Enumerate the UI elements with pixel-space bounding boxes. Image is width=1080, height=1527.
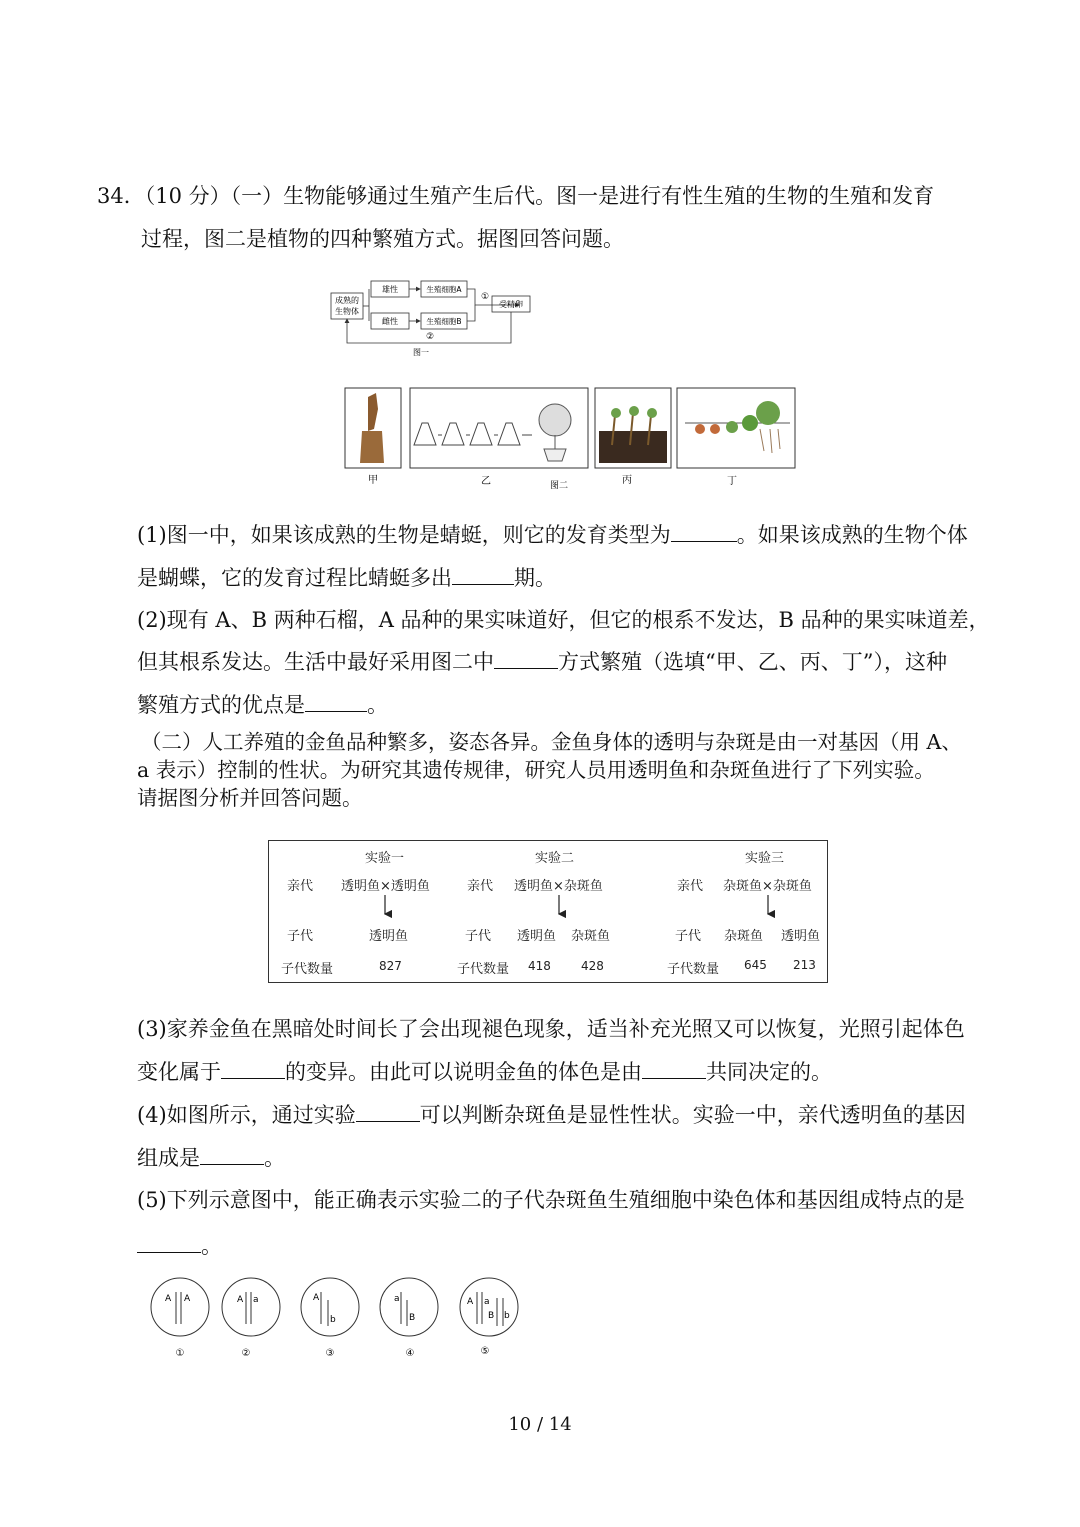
q1-blank-2[interactable]	[452, 566, 514, 585]
cell4-gene-2: B	[409, 1313, 416, 1323]
exp3-count-2: 213	[793, 958, 816, 972]
figure-2-diagram	[340, 385, 800, 495]
q2-blank-1[interactable]	[494, 650, 558, 669]
question-line-1	[97, 184, 934, 208]
label-ding: 丁	[727, 476, 737, 487]
cell-option-3	[301, 1278, 359, 1359]
cell5-gene-1: A	[467, 1297, 474, 1307]
exp2-title: 实验二	[535, 851, 575, 866]
cell2-label: ②	[241, 1348, 251, 1359]
table-arrows	[269, 841, 827, 982]
q2-line-3	[137, 693, 388, 717]
label-bing: 丙	[622, 475, 632, 486]
q3-text-c: 的变异。由此可以说明金鱼的体色是由	[285, 1060, 642, 1084]
exp3-child-1: 杂斑鱼	[724, 929, 764, 944]
q4-line-2	[137, 1146, 285, 1170]
exp1-title: 实验一	[365, 851, 405, 866]
male-label: 雄性	[382, 285, 398, 294]
exp2-child-label: 子代	[465, 929, 492, 944]
stock-illustration	[360, 431, 384, 463]
experiment-table	[268, 840, 828, 983]
exp2-child-2: 杂斑鱼	[571, 929, 611, 944]
exp1-parent-label: 亲代	[287, 879, 314, 894]
exp3-parents: 杂斑鱼×杂斑鱼	[723, 879, 812, 894]
exp3-count-label: 子代数量	[667, 962, 720, 977]
cell3-gene-1: A	[313, 1293, 320, 1303]
exp1-child-label: 子代	[287, 929, 314, 944]
cell3-label: ③	[325, 1348, 335, 1359]
figure-1-caption: 图一	[413, 348, 429, 357]
question-intro-2: 过程，图二是植物的四种繁殖方式。据图回答问题。	[141, 227, 624, 251]
q5-text-b: 。	[201, 1234, 222, 1258]
q1-line-2	[137, 566, 556, 590]
q2-text-c: 方式繁殖（选填“甲、乙、丙、丁”），这种	[558, 650, 947, 674]
exp1-child: 透明鱼	[369, 929, 409, 944]
organism-label-2: 生物体	[335, 307, 359, 316]
page-number: 10 / 14	[508, 1414, 572, 1435]
q1-line-1	[137, 523, 968, 547]
q2-blank-2[interactable]	[305, 693, 367, 712]
q3-text-b: 变化属于	[137, 1060, 221, 1084]
exp3-count-1: 645	[744, 958, 767, 972]
part2-line-1: （二）人工养殖的金鱼品种繁多，姿态各异。金鱼身体的透明与杂斑是由一对基因（用 A、	[141, 730, 962, 754]
zygote-label: 受精卵	[499, 300, 523, 309]
q2-line-2	[137, 650, 947, 674]
q3-line-1: (3)家养金鱼在黑暗处时间长了会出现褪色现象，适当补充光照又可以恢复，光照引起体色	[137, 1017, 965, 1041]
exp1-count-label: 子代数量	[281, 962, 334, 977]
cell2-gene-2: a	[253, 1295, 259, 1305]
q2-text-e: 。	[367, 693, 388, 717]
q1-text-d: 期。	[514, 566, 556, 590]
q3-text-d: 共同决定的。	[706, 1060, 832, 1084]
q1-text-a: (1)图一中，如果该成熟的生物是蜻蜓，则它的发育类型为	[137, 523, 671, 547]
question-number: 34．	[97, 184, 145, 208]
q4-text-a: (4)如图所示，通过实验	[137, 1103, 356, 1127]
q3-line-2	[137, 1060, 832, 1084]
step-2-label: ②	[426, 332, 435, 342]
q4-line-1	[137, 1103, 966, 1127]
cell5-label: ⑤	[480, 1346, 490, 1357]
soil-illustration	[599, 431, 667, 463]
q4-text-b: 可以判断杂斑鱼是显性性状。实验一中，亲代透明鱼的基因	[419, 1103, 966, 1127]
exp2-count-2: 428	[581, 959, 604, 973]
cell1-gene-1: A	[165, 1294, 172, 1304]
exp3-title: 实验三	[745, 851, 785, 866]
q1-text-b: 。如果该成熟的生物个体	[736, 523, 968, 547]
figure-2-caption: 图二	[549, 481, 569, 491]
cell-option-1	[151, 1278, 209, 1359]
cell-a-label: 生殖细胞A	[426, 285, 462, 294]
part2-line-3: 请据图分析并回答问题。	[137, 786, 363, 810]
cell5-gene-3: B	[488, 1311, 495, 1321]
question-intro-1: （一）生物能够通过生殖产生后代。图一是进行有性生殖的生物的生殖和发育	[230, 184, 935, 208]
question-score: （10 分）	[144, 184, 231, 208]
cell3-gene-2: b	[330, 1315, 336, 1325]
cell-option-5	[460, 1278, 518, 1357]
exp2-parents: 透明鱼×杂斑鱼	[514, 879, 603, 894]
q5-line-1: (5)下列示意图中，能正确表示实验二的子代杂斑鱼生殖细胞中染色体和基因组成特点的是	[137, 1188, 965, 1212]
exp2-count-1: 418	[528, 959, 551, 973]
cell4-gene-1: a	[394, 1294, 400, 1304]
label-jia: 甲	[368, 475, 378, 486]
figure-1-diagram	[325, 275, 535, 360]
label-yi: 乙	[481, 476, 491, 487]
cell5-gene-2: a	[484, 1297, 490, 1307]
q2-text-d: 繁殖方式的优点是	[137, 693, 305, 717]
q2-line-1: (2)现有 A、B 两种石榴，A 品种的果实味道好，但它的根系不发达，B 品种的果实味道差，	[137, 608, 990, 632]
exp3-child-2: 透明鱼	[781, 929, 821, 944]
exp3-child-label: 子代	[675, 929, 702, 944]
cell-option-4	[380, 1278, 438, 1359]
q4-blank-2[interactable]	[200, 1146, 264, 1165]
exp2-count-label: 子代数量	[457, 962, 510, 977]
organism-label-1: 成熟的	[335, 296, 359, 305]
cell2-gene-1: A	[237, 1295, 244, 1305]
exp1-parents: 透明鱼×透明鱼	[341, 879, 430, 894]
q1-blank-1[interactable]	[671, 523, 737, 542]
step-1-label: ①	[481, 292, 490, 302]
exp1-count: 827	[379, 959, 402, 973]
cell-b-label: 生殖细胞B	[426, 317, 462, 326]
q4-text-d: 。	[264, 1146, 285, 1170]
cell5-gene-4: b	[504, 1311, 510, 1321]
cell1-label: ①	[175, 1348, 185, 1359]
part2-line-2: a 表示）控制的性状。为研究其遗传规律，研究人员用透明鱼和杂斑鱼进行了下列实验。	[137, 758, 935, 782]
exp2-child-1: 透明鱼	[517, 929, 557, 944]
cell1-gene-2: A	[184, 1294, 191, 1304]
q5-blank[interactable]	[137, 1234, 201, 1253]
q3-blank-2[interactable]	[642, 1060, 706, 1079]
q4-blank-1[interactable]	[356, 1103, 420, 1122]
q3-blank-1[interactable]	[221, 1060, 285, 1079]
q1-text-c: 是蝴蝶，它的发育过程比蜻蜓多出	[137, 566, 452, 590]
exp2-parent-label: 亲代	[467, 879, 494, 894]
exp3-parent-label: 亲代	[677, 879, 704, 894]
cell-option-2	[222, 1278, 280, 1359]
q2-text-b: 但其根系发达。生活中最好采用图二中	[137, 650, 494, 674]
cell-diagrams	[140, 1274, 540, 1364]
q5-line-2	[137, 1234, 222, 1258]
cell4-label: ④	[405, 1348, 415, 1359]
female-label: 雌性	[382, 317, 398, 326]
q4-text-c: 组成是	[137, 1146, 200, 1170]
